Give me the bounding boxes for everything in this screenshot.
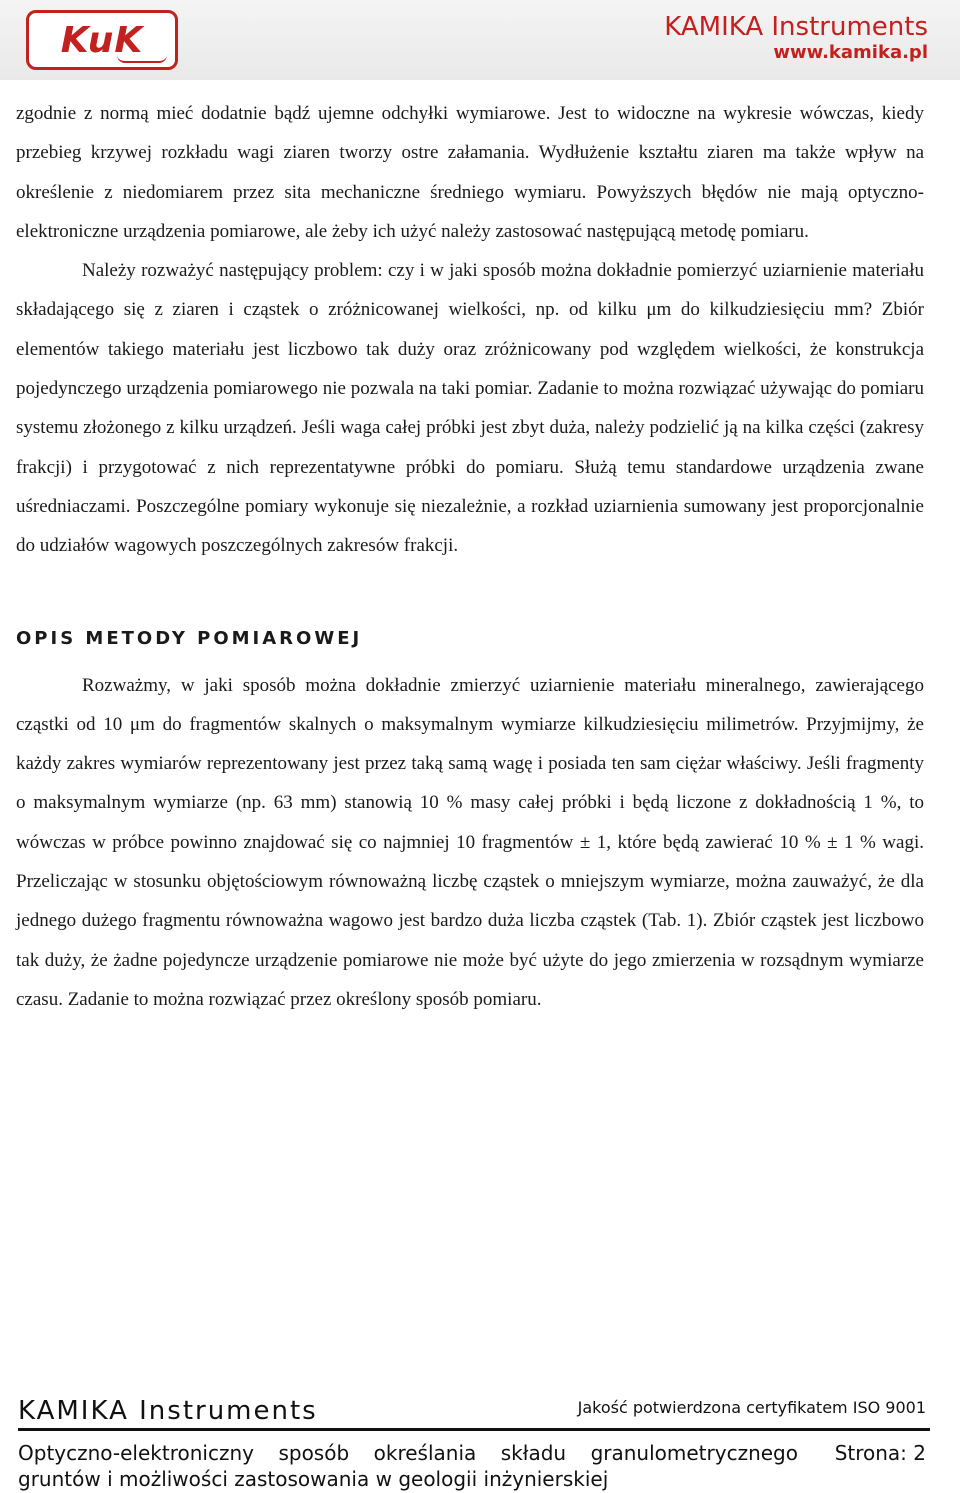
footer-title-word: składu [500,1441,567,1465]
footer-title-line-2: gruntów i możliwości zastosowania w geologii inżynierskiej [18,1467,609,1491]
brand-name: KAMIKA Instruments [664,12,928,42]
footer-divider [18,1428,930,1431]
section-heading: OPIS METODY POMIAROWEJ [16,627,363,649]
brand-block [664,12,928,64]
section-paragraph: Rozważmy, w jaki sposób można dokładnie zmierzyć uziarnienie materiału mineralnego, zawierającego cząstki od 10 μm do fragmentów skalnych o maksymalnym wymiarze kilkudziesięciu milimetrów. Przyjmijmy, że każdy zakres wymiarów reprezentowany jest przez taką samą wagę i posiada ten sam ciężar właściwy. Jeśli fragmenty o maksymalnym wymiarze (np. 63 mm) stanowią 10 % masy całej próbki i będą liczone z dokładnością 1 %, to wówczas w próbce powinno znajdować się co najmniej 10 fragmentów ± 1, które będą zawierać 10 % ± 1 % wagi. Przeliczając w stosunku objętościowym równoważną liczbę cząstek o mniejszym wymiarze, można zauważyć, że dla jednego dużego fragmentu równoważna wagowo jest bardzo duża liczba cząstek (Tab. 1). Zbiór cząstek jest liczbowo tak duży, że żadne pojedyncze urządzenie pomiarowe nie może być użyte do jego zmierzenia w rozsądnym wymiarze czasu. Zadanie to można rozwiązać przez określony sposób pomiaru. [16,674,924,1010]
footer-title-word: określania [373,1441,477,1465]
page-number: Strona: 2 [834,1441,926,1465]
footer-title-word: Optyczno-elektroniczny [18,1441,254,1465]
logo-text: KuK [60,19,144,61]
logo-swoosh-icon [117,55,167,63]
brand-url: www.kamika.pl [773,42,928,63]
paragraph-1: zgodnie z normą mieć dodatnie bądź ujemne odchyłki wymiarowe. Jest to widoczne na wykresie wówczas, kiedy przebieg krzywej rozkładu wagi ziaren tworzy ostre załamania. Wydłużenie kształtu ziaren ma także wpływ na określenie z niedomiarem przez sita mechaniczne średniego wymiaru. Powyższych błędów nie mają optyczno-elektroniczne urządzenia pomiarowe, ale żeby ich użyć należy zastosować następującą metodę pomiaru. [16,103,924,242]
paragraph-2: Należy rozważyć następujący problem: czy i w jaki sposób można dokładnie pomierzyć uziarnienie materiału składającego się z ziaren i cząstek o zróżnicowanej wielkości, np. od kilku μm do kilkudziesięciu mm? Zbiór elementów takiego materiału jest liczbowo tak duży oraz zróżnicowany pod względem wielkości, że konstrukcja pojedynczego urządzenia pomiarowego nie pozwala na taki pomiar. Zadanie to można rozwiązać używając do pomiaru systemu złożonego z kilku urządzeń. Jeśli waga całej próbki jest zbyt duża, należy podzielić ją na kilka części (zakresy frakcji) i przygotować z nich reprezentatywne próbki do pomiaru. Służą temu standardowe urządzenia zwane uśredniaczami. Poszczególne pomiary wykonuje się niezależnie, a rozkład uziarnienia sumowany jest proporcjonalnie do udziałów wagowych poszczególnych zakresów frakcji. [16,260,924,557]
kuk-logo [26,10,178,70]
footer-title-word: granulometrycznego [590,1441,798,1465]
footer-brand: KAMIKA Instruments [18,1396,318,1426]
footer-title-line-1 [18,1440,798,1466]
footer-title-word: sposób [278,1441,350,1465]
footer-certificate: Jakość potwierdzona certyfikatem ISO 9001 [577,1398,926,1417]
page-header [0,0,960,80]
footer-document-title [18,1440,798,1492]
document-body [16,94,924,1019]
